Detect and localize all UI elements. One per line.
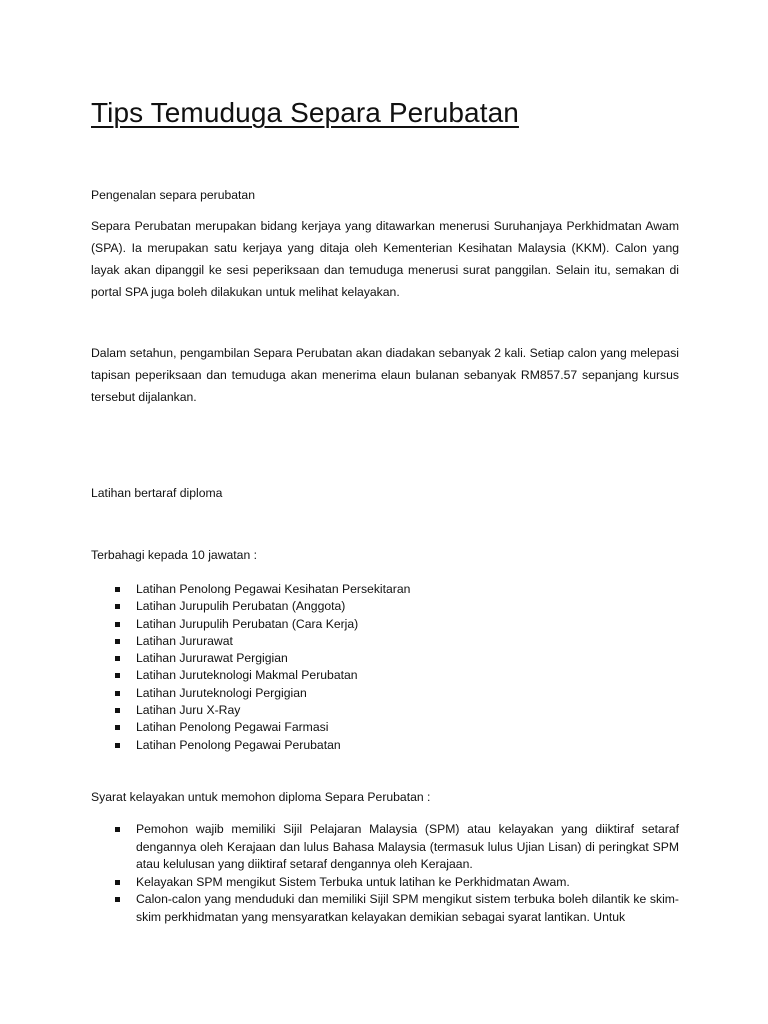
list-item-text: Latihan Jurupulih Perubatan (Anggota): [136, 599, 346, 614]
jawatan-list: [91, 581, 679, 754]
list-item: [91, 633, 679, 650]
list-item-text: Latihan Jururawat: [136, 633, 233, 648]
list-item: [91, 667, 679, 684]
intro-paragraph-1: Separa Perubatan merupakan bidang kerjaya yang ditawarkan menerusi Suruhanjaya Perkhidmatan Awam (SPA). Ia merupakan satu kerjaya yang ditaja oleh Kementerian Kesihatan Malaysia (KKM). Calon yang layak akan dipanggil ke sesi peperiksaan dan temuduga menerusi surat panggilan. Selain itu, semakan di portal SPA juga boleh dilakukan untuk melihat kelayakan.: [91, 219, 679, 299]
syarat-list: [91, 821, 679, 926]
bullet-icon: [115, 656, 120, 661]
bullet-icon: [115, 673, 120, 678]
list-item: [91, 581, 679, 598]
intro-heading: Pengenalan separa perubatan: [91, 188, 255, 202]
list-item: [91, 821, 679, 874]
bullet-icon: [115, 743, 120, 748]
list-item: [91, 702, 679, 719]
bullet-icon: [115, 604, 120, 609]
bullet-icon: [115, 639, 120, 644]
bullet-icon: [115, 708, 120, 713]
jawatan-intro: Terbahagi kepada 10 jawatan :: [91, 548, 258, 562]
bullet-icon: [115, 827, 120, 832]
list-item-text: Kelayakan SPM mengikut Sistem Terbuka untuk latihan ke Perkhidmatan Awam.: [136, 874, 570, 889]
list-item-text: Latihan Juruteknologi Pergigian: [136, 685, 307, 700]
syarat-heading: Syarat kelayakan untuk memohon diploma Separa Perubatan :: [91, 790, 431, 804]
list-item-text: Latihan Jururawat Pergigian: [136, 651, 288, 666]
list-item: [91, 719, 679, 736]
list-item-text: Pemohon wajib memiliki Sijil Pelajaran Malaysia (SPM) atau kelayakan yang diiktiraf setaraf dengannya oleh Kerajaan dan lulus Bahasa Malaysia (termasuk lulus Ujian Lisan) di peringkat SPM atau kelulusan yang diiktiraf setaraf dengannya oleh Kerajaan.: [136, 822, 679, 871]
intro-paragraph-2: Dalam setahun, pengambilan Separa Perubatan akan diadakan sebanyak 2 kali. Setiap calon yang melepasi tapisan peperiksaan dan temuduga akan menerima elaun bulanan sebanyak RM857.57 sepanjang kursus tersebut dijalankan.: [91, 346, 679, 404]
bullet-icon: [115, 897, 120, 902]
list-item-text: Latihan Penolong Pegawai Farmasi: [136, 720, 329, 735]
list-item: [91, 891, 679, 926]
list-item-text: Latihan Juruteknologi Makmal Perubatan: [136, 668, 358, 683]
list-item-text: Calon-calon yang menduduki dan memiliki Sijil SPM mengikut sistem terbuka boleh dilantik ke skim-skim perkhidmatan yang mensyaratkan kelayakan demikian sebagai syarat lantikan. Untuk: [136, 892, 679, 924]
bullet-icon: [115, 622, 120, 627]
list-item: [91, 598, 679, 615]
list-item-text: Latihan Jurupulih Perubatan (Cara Kerja): [136, 616, 359, 631]
diploma-heading: Latihan bertaraf diploma: [91, 486, 223, 500]
bullet-icon: [115, 880, 120, 885]
list-item-text: Latihan Penolong Pegawai Perubatan: [136, 737, 341, 752]
bullet-icon: [115, 587, 120, 592]
bullet-icon: [115, 691, 120, 696]
list-item: [91, 616, 679, 633]
list-item: [91, 685, 679, 702]
list-item: [91, 737, 679, 754]
list-item: [91, 650, 679, 667]
document-title: Tips Temuduga Separa Perubatan: [91, 97, 519, 128]
list-item-text: Latihan Juru X-Ray: [136, 703, 241, 718]
bullet-icon: [115, 725, 120, 730]
list-item: [91, 874, 679, 892]
list-item-text: Latihan Penolong Pegawai Kesihatan Persekitaran: [136, 582, 411, 596]
